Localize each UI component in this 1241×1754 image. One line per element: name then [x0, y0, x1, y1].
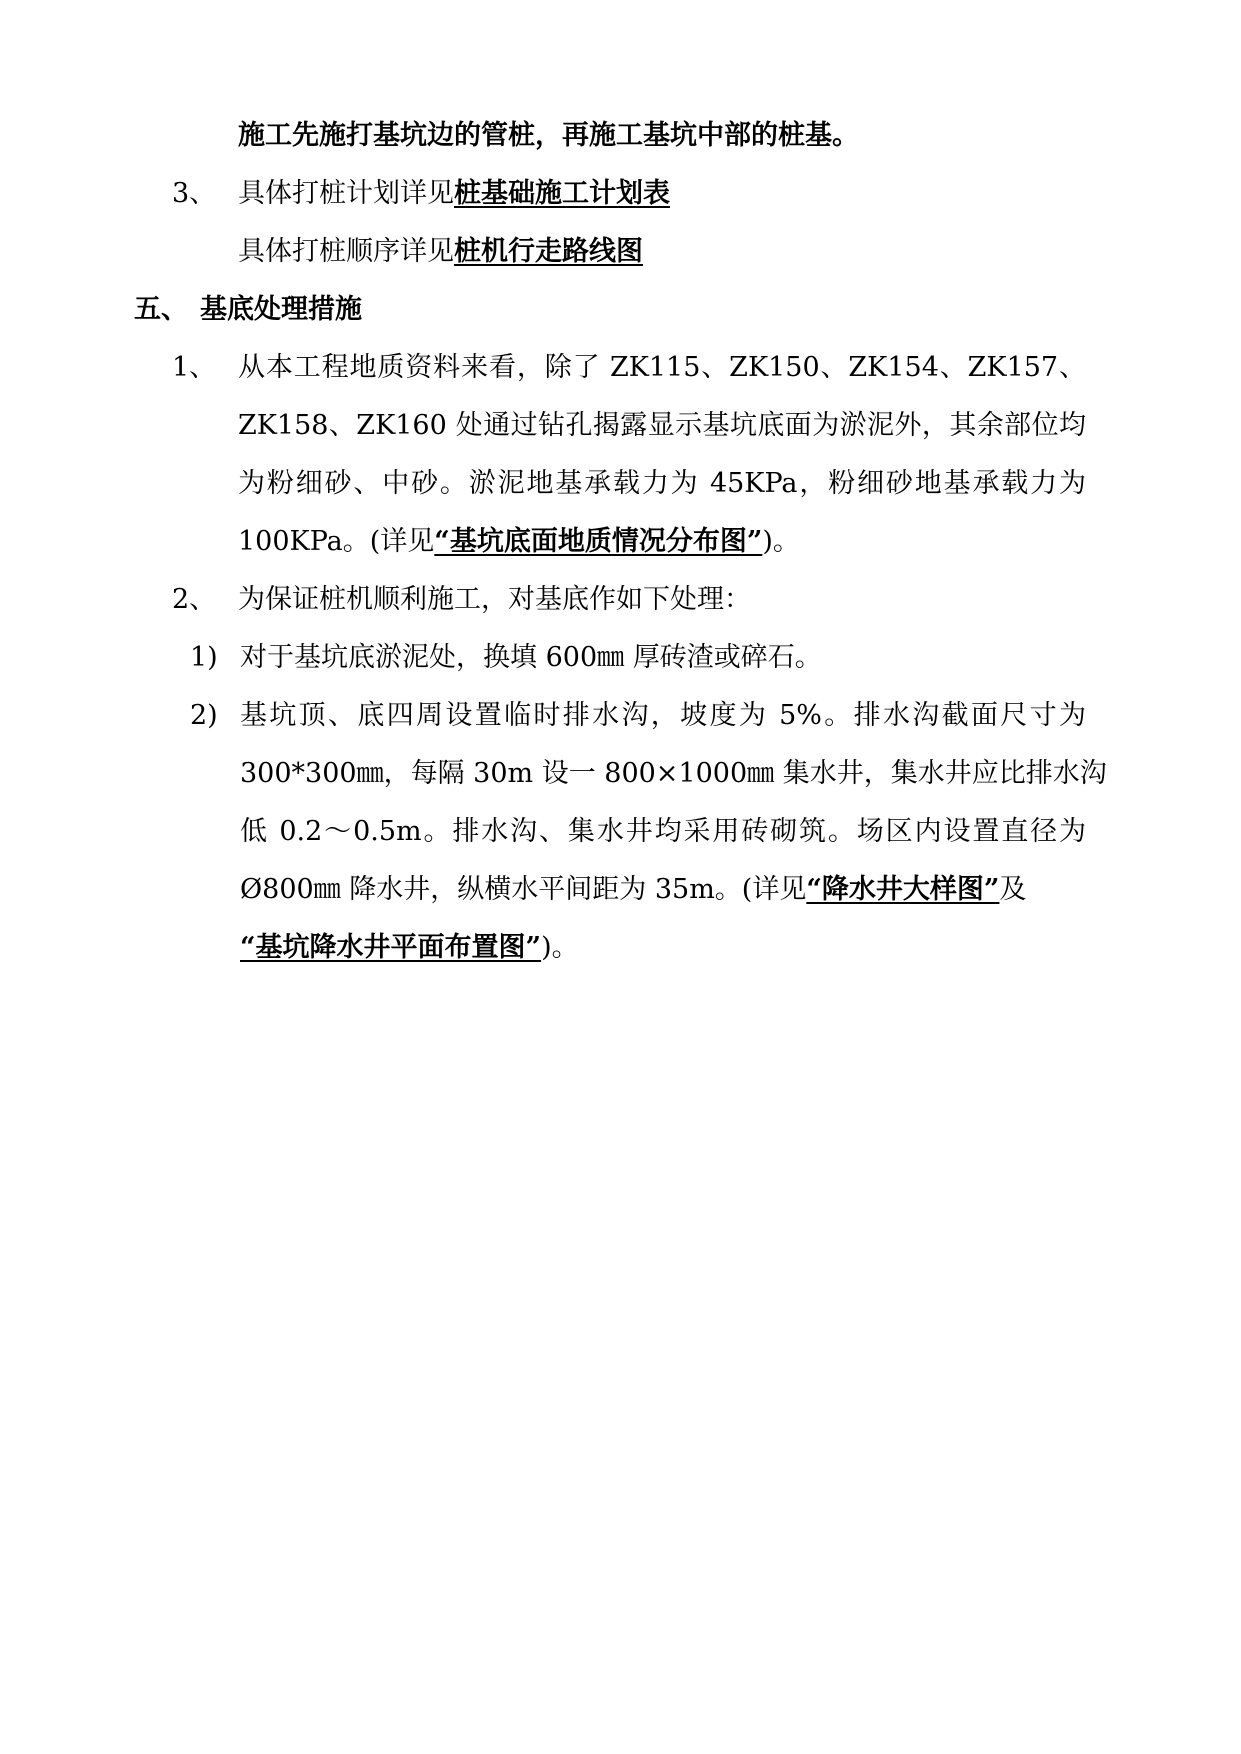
pile-schedule-link: 桩基础施工计划表 — [454, 178, 670, 209]
paragraph-line — [240, 872, 1026, 908]
text: 100KPa。(详见 — [238, 526, 435, 557]
paragraph-line — [238, 176, 670, 212]
text: )。 — [541, 932, 579, 963]
paragraph-line: 基坑顶、底四周设置临时排水沟，坡度为 5%。排水沟截面尺寸为 — [240, 700, 1086, 731]
section-title: 基底处理措施 — [200, 294, 362, 325]
paragraph-line: 300*300㎜，每隔 30m 设一 800×1000㎜ 集水井，集水井应比排水沟 — [240, 758, 1107, 789]
list-number: 2、 — [172, 584, 217, 615]
section-number: 五、 — [134, 294, 188, 325]
list-number: 3、 — [172, 178, 217, 209]
dewatering-well-plan-link: “基坑降水井平面布置图” — [240, 932, 542, 963]
text: 具体打桩计划详见 — [238, 178, 454, 209]
dewatering-well-detail-link: “降水井大样图” — [806, 874, 1000, 905]
paragraph-line: 低 0.2～0.5m。排水沟、集水井均采用砖砌筑。场区内设置直径为 — [240, 816, 1086, 847]
paragraph-line — [240, 930, 579, 966]
paragraph-line — [238, 524, 800, 560]
text: 及 — [999, 874, 1027, 905]
sub-list-number: 1) — [190, 642, 218, 673]
geology-map-link: “基坑底面地质情况分布图” — [434, 526, 763, 557]
paragraph-line: 为保证桩机顺利施工，对基底作如下处理： — [238, 584, 751, 615]
sub-list-number: 2) — [190, 700, 218, 731]
text: )。 — [762, 526, 800, 557]
pile-route-link: 桩机行走路线图 — [454, 236, 643, 267]
text: Ø800㎜ 降水井，纵横水平间距为 35m。(详见 — [240, 874, 807, 905]
paragraph-line: 从本工程地质资料来看，除了 ZK115、ZK150、ZK154、ZK157、 — [238, 352, 1086, 383]
paragraph-line: 为粉细砂、中砂。淤泥地基承载力为 45KPa，粉细砂地基承载力为 — [238, 468, 1086, 499]
paragraph-line — [238, 234, 643, 270]
paragraph-line: 施工先施打基坑边的管桩，再施工基坑中部的桩基。 — [238, 120, 859, 151]
paragraph-line: 对于基坑底淤泥处，换填 600㎜ 厚砖渣或碎石。 — [240, 642, 822, 673]
paragraph-line: ZK158、ZK160 处通过钻孔揭露显示基坑底面为淤泥外，其余部位均 — [238, 410, 1086, 441]
list-number: 1、 — [172, 352, 217, 383]
text: 具体打桩顺序详见 — [238, 236, 454, 267]
